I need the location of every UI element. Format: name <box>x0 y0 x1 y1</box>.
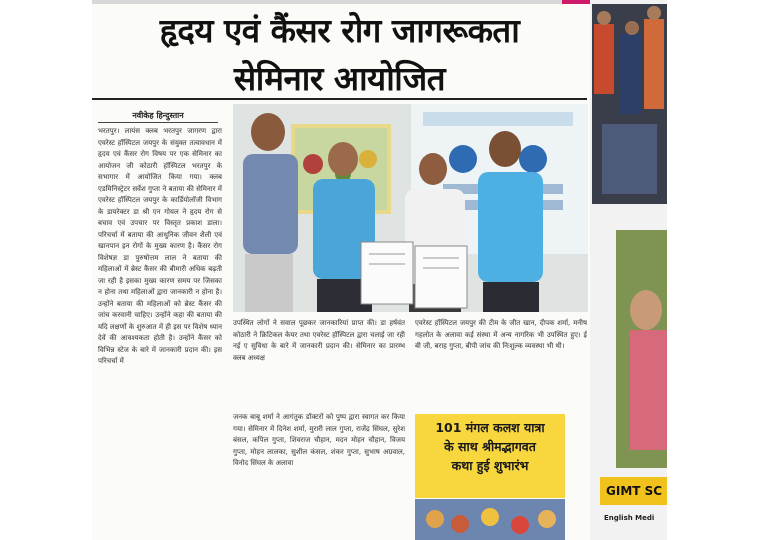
side-news-photo-illustration <box>415 499 565 540</box>
right-photo-students-illustration <box>592 4 667 204</box>
headline <box>92 10 587 100</box>
gimt-ad: GIMT SC <box>600 477 667 505</box>
seminar-photo <box>233 104 588 312</box>
side-news-photo <box>415 499 565 540</box>
byline-rule <box>98 122 218 123</box>
top-strip <box>92 0 562 4</box>
side-news-box <box>415 414 565 498</box>
article-column-2-bottom: जनक बाबू शर्मा ने आगंतुक डॉक्टरों को पुष्प द्वारा स्वागत कर किया गया। सेमिनार में दिनेश शर्मा, मुरारी लाल गुप्ता, राजेंद्र सिंघल, सुरेश बंसल, कपिल गुप्ता, शिवराज चौहान, मदन मोहन चौहान, विजय गुप्ता, मोहन लालका, सुशील कंसल, शंकर गुप्ता, सुभाष अग्रवाल, विनोद सिंघल के अलावा <box>233 413 405 467</box>
headline-line-2: सेमिनार आयोजित <box>233 59 446 98</box>
article-column-3: एवरेस्ट हॉस्पिटल जयपुर की टीम के जीत खान, दीपक शर्मा, मनीष गहलोत के अलावा कई संस्था में अन्य नागरिक भी उपस्थित हुए। ई बी जी, बराह गुप्ता, बीपी जांच की निःशुल्क व्यवस्था भी थी। <box>415 319 587 350</box>
byline: नवीकेह हिन्दुस्तान <box>132 111 184 120</box>
article-column-1: भरतपुर। लायंस क्लब भरतपुर जागरण द्वारा एवरेस्ट हॉस्पिटल जयपुर के संयुक्त तत्वावधान में हृदय एवं कैंसर रोग विषय पर एक सेमिनार का आयोजन जी कोठारी हॉस्पिटल भरतपुर के सभागार में आयोजित किया गया। क्लब एडमिनिस्ट्रेटर सर्वेश गुप्ता ने बताया की सेमिनार में एवरेस्ट हॉस्पिटल जयपुर के कार्डियोलॉजी विभाग के डायरेक्टर डा श्री एन गोयल ने हृदय रोग से बचाव एवं उपचार पर विस्तृत प्रकाश डाला। परिचर्चा में बताया की आधुनिक जीवन शैली एवं खानपान इन रोगों के मुख्य कारण है। कैंसर रोग विशेषज्ञ डा पुरुषोत्तम लाल ने बताया की महिलाओं में ब्रेस्ट कैंसर की बीमारी अधिक बढ़ती जा रही है इसका मुख्य कारण समय पर जिसका न होना तथा महिलाओं द्वारा जानकारी न होना है। उन्होंने बताया की महिलाओं को ब्रेस्ट कैंसर की जांच करवानी चाहिए। उन्होंने कहा की बताया की यदि लक्षणों के शुरुआत में ही इस पर विशेष ध्यान देवें की आवश्यकता होती है। उन्होंने कैंसर को विभिन्न स्टेज के बारे में जानकारी प्रदान की। इस परिचर्चा में <box>98 127 222 365</box>
article-column-2-top: उपस्थित लोगों ने सवाल पूछकर जानकारियां प्राप्त की। डा हर्षवंत कोठारी ने क्रिटिकल केयर तथा एवरेस्ट हॉस्पिटल द्वारा चलाई जा रही नई ए सुविधा के बारे में जानकारी प्रदान की। सेमिनार का प्रारम्भ क्लब अध्यक्ष <box>233 319 405 362</box>
side-news-line-2: के साथ श्रीमद्भागवत <box>444 439 536 454</box>
side-news-line-3: कथा हुई शुभारंभ <box>451 458 529 473</box>
headline-rule <box>92 98 587 100</box>
right-photo-portrait-illustration <box>616 230 667 468</box>
side-news-line-1: 101 मंगल कलश यात्रा <box>435 420 545 435</box>
english-medium-ad: English Medi <box>604 514 655 522</box>
seminar-photo-illustration <box>233 104 588 312</box>
headline-line-1: हृदय एवं कैंसर रोग जागरूकता <box>159 11 520 50</box>
newspaper-clipping <box>92 0 667 540</box>
right-photo-students <box>592 4 667 204</box>
right-photo-portrait <box>616 230 667 468</box>
